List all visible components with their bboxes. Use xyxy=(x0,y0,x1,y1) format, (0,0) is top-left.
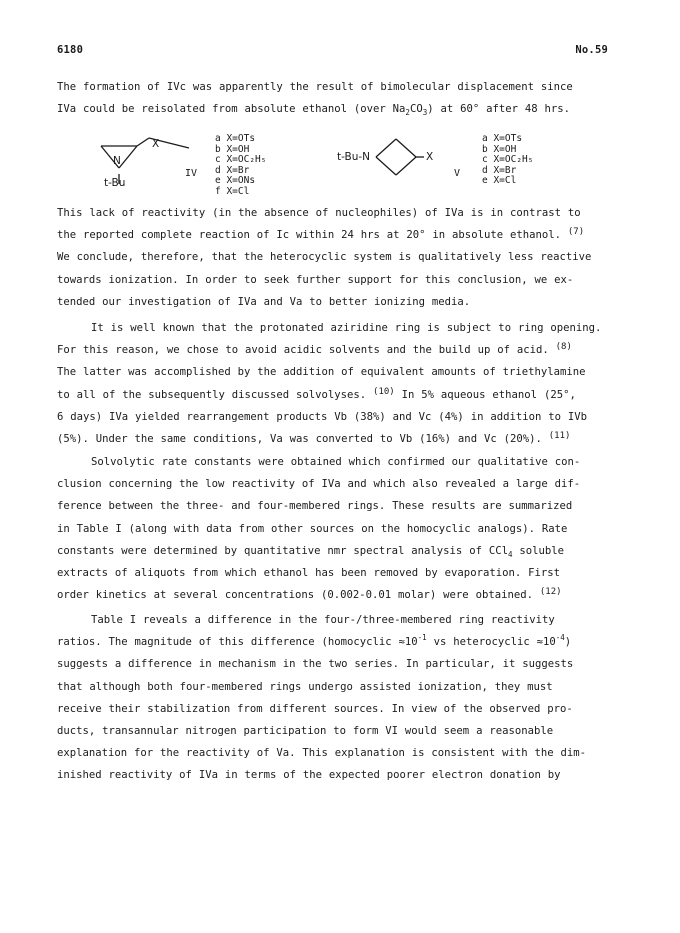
list-item: b X=OH xyxy=(215,143,250,155)
text-line: Solvolytic rate constants were obtained which confirmed our qualitative con- xyxy=(91,456,581,468)
text-line: The formation of IVc was apparently the result of bimolecular displacement since xyxy=(57,81,573,93)
text-line: clusion concerning the low reactivity of IVa and which also revealed a large dif- xyxy=(57,478,581,491)
compound-iv-label: IV xyxy=(185,168,198,179)
list-item: a X=OTs xyxy=(215,133,256,144)
text-line: ference between the three- and four-membered rings. These results are summarized xyxy=(57,500,573,513)
text-line: that although both four-membered rings undergo assisted ionization, they must xyxy=(57,680,553,693)
text-line: It is well known that the protonated aziridine ring is subject to ring opening. xyxy=(91,322,602,334)
v-substituent-list xyxy=(482,134,533,187)
text-line: This lack of reactivity (in the absence of nucleophiles) of IVa is in contrast to xyxy=(57,207,581,219)
text-line: (5%). Under the same conditions, Va was converted to Vb (16%) and Vc (20%). $^{(11)}$ xyxy=(57,431,571,446)
reference-marker: (7) xyxy=(567,227,585,238)
v-x-label: X xyxy=(426,151,434,163)
reference-marker: (8) xyxy=(555,342,572,353)
reference-marker: (12) xyxy=(539,587,562,598)
intro-paragraph xyxy=(57,76,627,120)
list-item: d X=Br xyxy=(215,164,250,176)
text-line: 6 days) IVa yielded rearrangement products Vb (38%) and Vc (4%) in addition to IVb xyxy=(57,410,587,423)
paragraph-3 xyxy=(57,451,627,606)
text-line: explanation for the reactivity of Va. This explanation is consistent with the dim- xyxy=(57,747,586,760)
paragraph-2 xyxy=(57,317,627,450)
reference-marker: (11) xyxy=(548,431,571,442)
iv-x-label: X xyxy=(152,138,160,150)
structures-figure xyxy=(57,130,627,210)
iv-nitrogen-label: N xyxy=(113,155,121,167)
list-item: a X=OTs xyxy=(482,133,523,144)
paragraph-1 xyxy=(57,202,627,313)
compound-v-label: V xyxy=(454,168,461,179)
text-line: ratios. The magnitude of this difference (homocyclic $\approx 10^{-1}$ vs heterocyclic $\approx 10^{-4}$) xyxy=(57,633,572,649)
list-item: c X=OC₂H₅ xyxy=(215,154,267,165)
text-line: towards ionization. In order to seek further support for this conclusion, we ex- xyxy=(57,273,574,286)
text-line: Table I reveals a difference in the four-/three-membered ring reactivity xyxy=(91,614,555,626)
text-line: to all of the subsequently discussed solvolyses. $^{(10)}$ In 5% aqueous ethanol (25°, xyxy=(57,386,576,401)
issue-number: No.59 xyxy=(575,44,608,56)
list-item: e X=Cl xyxy=(482,175,517,186)
text-line: tended our investigation of IVa and Va to better ionizing media. xyxy=(57,295,471,308)
reference-marker: (10) xyxy=(373,386,395,397)
text-line: order kinetics at several concentrations (0.002-0.01 molar) were obtained. $^{(12)}$ xyxy=(57,587,562,602)
list-item: f X=Cl xyxy=(215,185,250,197)
text-line: suggests a difference in mechanism in the two series. In particular, it suggests xyxy=(57,658,574,671)
text-line: For this reason, we chose to avoid acidic solvents and the build up of acid. $^{(8)}$ xyxy=(57,342,572,357)
text-line: IVa could be reisolated from absolute ethanol (over $Na_2CO_3$) at 60° after 48 hrs. xyxy=(57,103,571,118)
iv-tbu-label: t-Bu xyxy=(104,177,126,189)
paragraph-4 xyxy=(57,609,627,787)
list-item: c X=OC₂H₅ xyxy=(482,154,534,165)
page-number: 6180 xyxy=(57,44,84,56)
text-line: ducts, transannular nitrogen participation to form VI would seem a reasonable xyxy=(57,725,554,738)
text-line: constants were determined by quantitative nmr spectral analysis of CCl$_4$ soluble xyxy=(57,544,565,559)
text-line: the reported complete reaction of Ic within 24 hrs at 20° in absolute ethanol. $^{(7)}$ xyxy=(57,227,585,242)
list-item: e X=ONs xyxy=(215,175,256,186)
iv-substituent-list xyxy=(215,134,266,197)
text-line: inished reactivity of IVa in terms of the expected poorer electron donation by xyxy=(57,769,561,782)
text-line: in Table I (along with data from other sources on the homocyclic analogs). Rate xyxy=(57,522,568,535)
text-line: The latter was accomplished by the addition of equivalent amounts of triethylamine xyxy=(57,366,586,379)
text-line: We conclude, therefore, that the heterocyclic system is qualitatively less reactive xyxy=(57,251,592,264)
text-line: extracts of aliquots from which ethanol has been removed by evaporation. First xyxy=(57,567,560,580)
text-line: receive their stabilization from different sources. In view of the observed pro- xyxy=(57,702,573,715)
list-item: d X=Br xyxy=(482,164,517,176)
azetidine-structure xyxy=(372,134,432,184)
list-item: b X=OH xyxy=(482,143,517,155)
v-tbu-label: t-Bu-N xyxy=(337,151,371,163)
